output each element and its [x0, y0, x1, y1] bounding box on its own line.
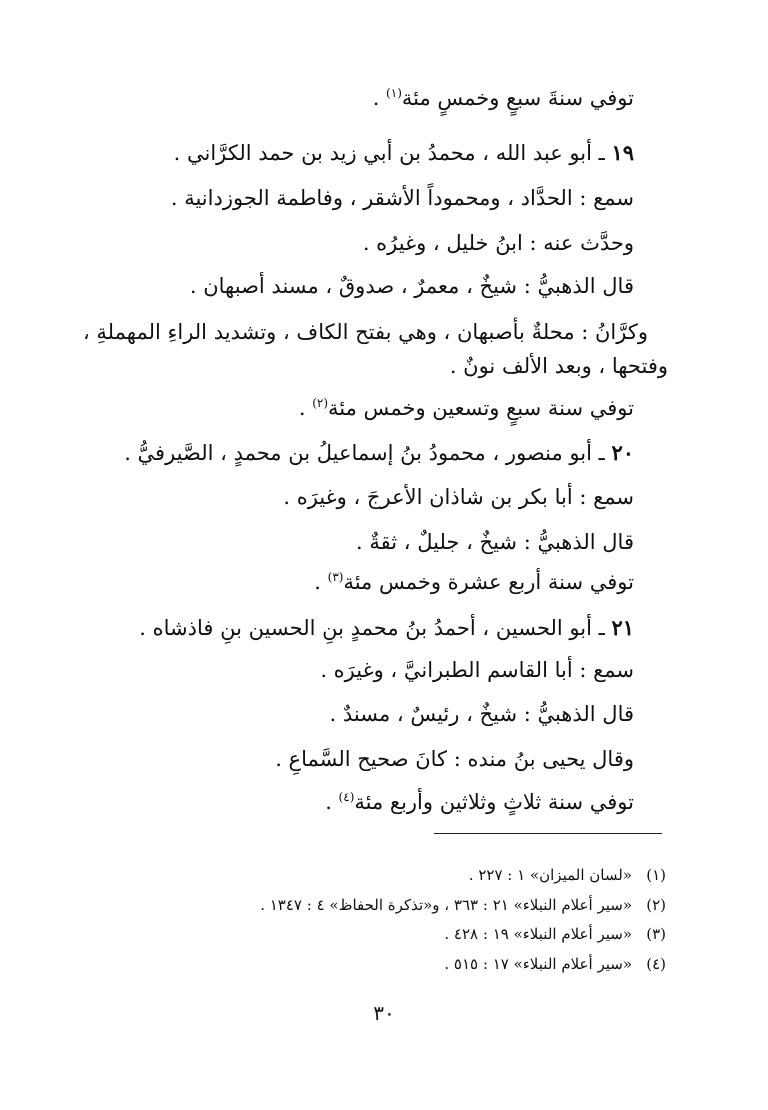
line-end: . [314, 570, 328, 594]
text-line [373, 88, 634, 109]
line-end: . [372, 86, 387, 110]
entry-number: ٢١ [611, 615, 634, 640]
text-line [325, 792, 634, 813]
text-line [363, 233, 634, 254]
line-text: وحدَّث عنه : ابنُ خليل ، وغيرُه . [362, 231, 634, 255]
footnote [444, 927, 666, 942]
footnote-text: «لسان الميزان» ١ : ٢٢٧ . [468, 866, 632, 884]
line-text: سمع : أبا بكر بن شاذان الأعرجَ ، وغيرَه . [283, 485, 634, 509]
text-line [330, 704, 635, 725]
line-text: سمع : الحدَّاد ، ومحموداً الأشقر ، وفاطمة الجوزدانية . [170, 186, 634, 210]
line-end: . [298, 396, 313, 420]
footnote-number: (٣) [646, 925, 666, 943]
entry-heading [139, 617, 634, 639]
line-end: . [325, 790, 339, 814]
line-text: توفي سنة سبعٍ وتسعين وخمس مئة [328, 396, 634, 420]
line-text: توفي سنةَ سبعٍ وخمسٍ مئة [401, 86, 634, 110]
text-line [299, 398, 634, 419]
text-line [171, 188, 634, 209]
text-line [275, 749, 634, 770]
line-text: وكرَّانُ : محلةٌ بأصبهان ، وهي بفتح الكاف ، وتشديد الراءِ المهملةِ ، [82, 320, 648, 344]
footnote [469, 868, 666, 883]
footnote-number: (٤) [646, 955, 666, 973]
line-text: وفتحها ، وبعد الألف نونٌ . [449, 354, 668, 378]
footnote-text: «سير أعلام النبلاء» ١٩ : ٤٢٨ . [444, 925, 632, 943]
text-line [450, 356, 668, 377]
footnote-text: «سير أعلام النبلاء» ١٧ : ٥١٥ . [444, 955, 632, 973]
footnote-text: «سير أعلام النبلاء» ٢١ : ٣٦٣ ، و«تذكرة الحفاظ» ٤ : ١٣٤٧ . [260, 896, 632, 914]
text-line [356, 532, 634, 553]
line-text: ـ أبو عبد الله ، محمدُ بن أبي زيد بن حمد الكرَّاني . [173, 141, 612, 165]
line-text: توفي سنة أربع عشرة وخمس مئة [343, 570, 634, 594]
entry-heading [124, 442, 634, 464]
line-text: وقال يحيى بنُ منده : كانَ صحيح السَّماعِ . [275, 747, 634, 771]
text-line [283, 487, 634, 508]
entry-number: ١٩ [611, 140, 634, 165]
entry-heading [174, 142, 634, 164]
line-text: قال الذهبيُّ : شيخٌ ، جليلٌ ، ثقةٌ . [356, 530, 634, 554]
page-number: ٣٠ [373, 1001, 395, 1025]
line-text: ـ أبو منصور ، محمودُ بنُ إسماعيلُ بن محمدٍ ، الصَّيرفيُّ . [124, 441, 612, 465]
text-line [320, 660, 634, 681]
footnote-ref[interactable]: (٣) [327, 570, 344, 584]
footnote-ref[interactable]: (٤) [338, 790, 355, 804]
line-text: سمع : أبا القاسم الطبرانيَّ ، وغيرَه . [320, 658, 634, 682]
text-line [83, 322, 648, 343]
line-text: قال الذهبيُّ : شيخٌ ، معمرٌ ، صدوقٌ ، مسند أصبهان . [189, 274, 634, 298]
footnote-ref[interactable]: (٢) [312, 396, 329, 410]
footnote-ref[interactable]: (١) [386, 86, 402, 100]
text-line [190, 276, 634, 297]
line-text: توفي سنة ثلاثٍ وثلاثين وأربع مئة [354, 790, 634, 814]
footnote-number: (٢) [646, 896, 666, 914]
entry-number: ٢٠ [611, 440, 634, 465]
footnote-separator [434, 833, 662, 834]
footnote-number: (١) [646, 866, 666, 884]
line-text: ـ أبو الحسين ، أحمدُ بنُ محمدٍ بنِ الحسين بنِ فاذشاه . [139, 616, 612, 640]
footnote [444, 957, 666, 972]
footnote [260, 898, 666, 913]
line-text: قال الذهبيُّ : شيخٌ ، رئيسٌ ، مسندٌ . [329, 702, 634, 726]
text-line [314, 572, 634, 593]
